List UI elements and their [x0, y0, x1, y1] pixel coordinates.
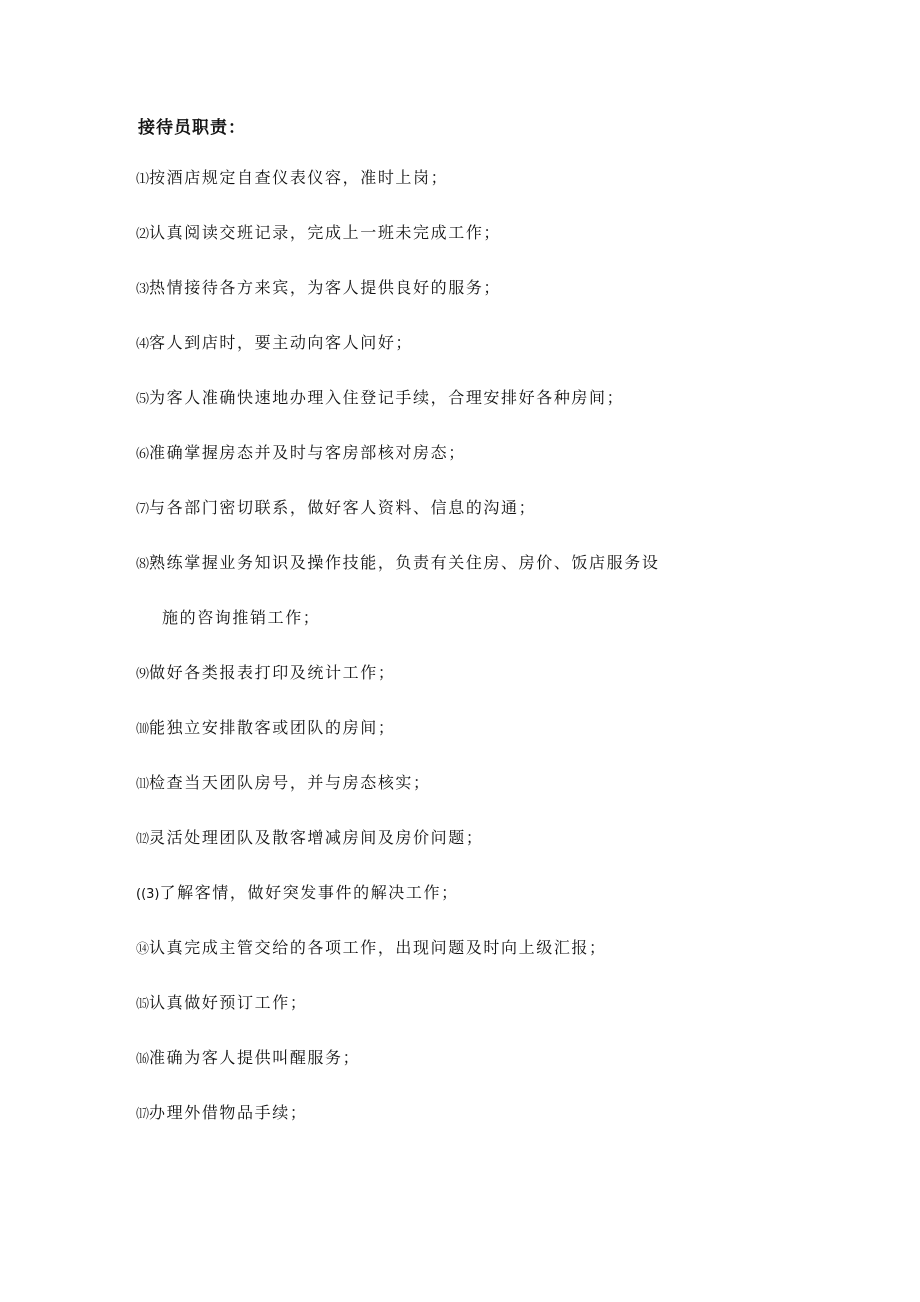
item-text: 与各部门密切联系，做好客人资料、信息的沟通；: [149, 498, 537, 517]
list-item: [136, 718, 856, 773]
item-number: ⑶: [136, 282, 150, 297]
list-item: [136, 168, 856, 223]
section-title: 接待员职责：: [138, 118, 246, 138]
list-item: [136, 938, 856, 993]
list-item: [136, 333, 856, 388]
item-text: 了解客情，做好突发事件的解决工作；: [159, 883, 459, 902]
item-text-continuation: 施的咨询推销工作；: [162, 608, 321, 627]
item-text: 按酒店规定自查仪表仪容，准时上岗；: [149, 168, 449, 187]
list-item: [136, 553, 856, 663]
list-item: [136, 388, 856, 443]
item-number: ⑽: [136, 722, 150, 737]
list-item: [136, 498, 856, 553]
item-number: ⑼: [136, 667, 150, 682]
item-number: ⑿: [136, 832, 150, 847]
duty-list: [136, 168, 856, 1158]
item-text: 认真完成主管交给的各项工作，出现问题及时向上级汇报；: [149, 938, 607, 957]
item-number: ⑵: [136, 227, 150, 242]
list-item: [136, 993, 856, 1048]
item-text: 客人到店时，要主动向客人问好；: [149, 333, 414, 352]
item-number: ⑹: [136, 447, 150, 462]
item-number: ⑾: [136, 777, 150, 792]
item-text: 准确为客人提供叫醒服务；: [149, 1048, 361, 1067]
list-item: [136, 773, 856, 828]
item-text: 灵活处理团队及散客增减房间及房价问题；: [149, 828, 484, 847]
item-text: 做好各类报表打印及统计工作；: [149, 663, 396, 682]
item-text: 检查当天团队房号，并与房态核实；: [149, 773, 431, 792]
list-item: [136, 223, 856, 278]
item-number: ((3): [136, 887, 160, 902]
item-text: 热情接待各方来宾，为客人提供良好的服务；: [149, 278, 502, 297]
item-text: 认真做好预订工作；: [149, 993, 308, 1012]
item-number: ⑺: [136, 502, 150, 517]
item-text: 认真阅读交班记录，完成上一班未完成工作；: [149, 223, 502, 242]
item-text: 为客人准确快速地办理入住登记手续，合理安排好各种房间；: [149, 388, 625, 407]
item-text: 能独立安排散客或团队的房间；: [149, 718, 396, 737]
item-text: 熟练掌握业务知识及操作技能，负责有关住房、房价、饭店服务设: [149, 553, 660, 572]
list-item: [136, 663, 856, 718]
item-number: ⑸: [136, 392, 150, 407]
item-number: ⑷: [136, 337, 150, 352]
list-item: [136, 883, 856, 938]
item-text: 准确掌握房态并及时与客房部核对房态；: [149, 443, 466, 462]
list-item: [136, 278, 856, 333]
item-number: ⒄: [136, 1107, 150, 1122]
list-item: [136, 828, 856, 883]
item-number: ⒃: [136, 1052, 150, 1067]
item-number: ⑭: [136, 942, 150, 957]
list-item: [136, 1048, 856, 1103]
list-item: [136, 1103, 856, 1158]
item-number: ⒂: [136, 997, 150, 1012]
item-number: ⑻: [136, 557, 150, 572]
list-item: [136, 443, 856, 498]
item-text: 办理外借物品手续；: [149, 1103, 308, 1122]
item-number: ⑴: [136, 172, 150, 187]
